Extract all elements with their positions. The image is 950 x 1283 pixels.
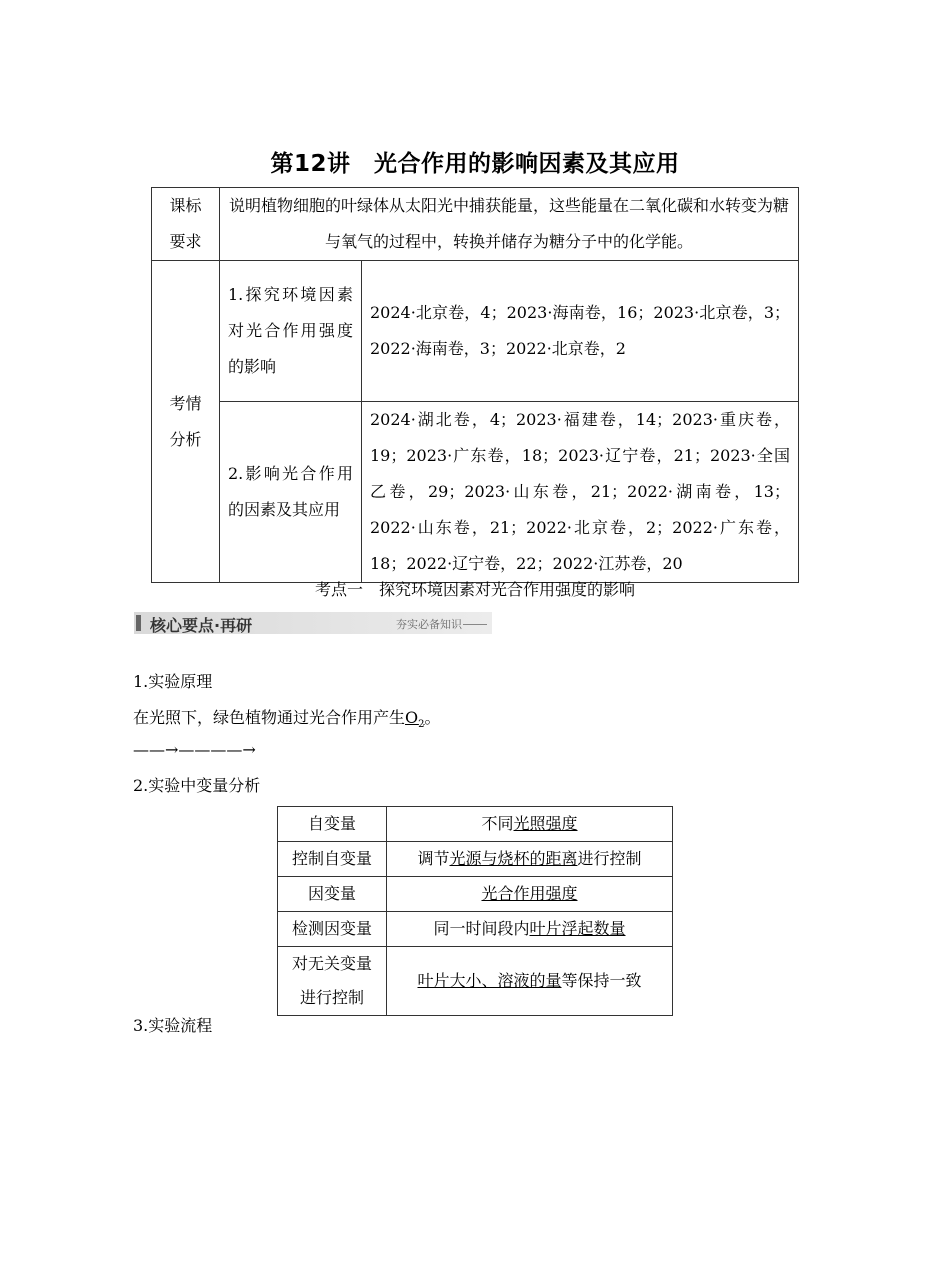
value-underlined: 光源与烧杯的距离 bbox=[449, 849, 578, 868]
curriculum-requirement-text: 说明植物细胞的叶绿体从太阳光中捕获能量，这些能量在二氧化碳和水转变为糖与氧气的过程中，转换并储存为糖分子中的化学能。 bbox=[220, 188, 799, 261]
value-underlined: 叶片大小、溶液的量 bbox=[417, 971, 562, 990]
topic-2: 2.影响光合作用的因素及其应用 bbox=[220, 402, 362, 583]
banner-line-decoration bbox=[463, 624, 487, 625]
principle-o2 bbox=[405, 708, 425, 731]
variable-label: 因变量 bbox=[278, 877, 387, 912]
section-1-heading: 1.实验原理 bbox=[133, 672, 213, 691]
value-underlined: 光合作用强度 bbox=[481, 884, 578, 903]
o2-main: O bbox=[405, 708, 419, 727]
table-row bbox=[278, 807, 673, 842]
variable-value bbox=[387, 912, 673, 947]
o2-subscript: 2 bbox=[418, 719, 425, 731]
table-row bbox=[278, 877, 673, 912]
curriculum-requirement-header-text: 课标要求 bbox=[169, 196, 202, 251]
banner-sub-text: 夯实必备知识 bbox=[396, 618, 462, 631]
principle-prefix: 在光照下，绿色植物通过光合作用产生 bbox=[133, 708, 406, 727]
value-suffix: 进行控制 bbox=[577, 849, 642, 868]
section-1-principle bbox=[133, 705, 441, 730]
topic-2-sources: 2024·湖北卷，4；2023·福建卷，14；2023·重庆卷，19；2023·广东卷，18；2023·辽宁卷，21；2023·全国乙卷，29；2023·山东卷，21；2022·湖南卷，13；2022·山东卷，21；2022·北京卷，2；2022·广东卷，18；2022·辽宁卷，22；2022·江苏卷，20 bbox=[362, 402, 799, 583]
principle-arrows: ——→————→ bbox=[133, 740, 256, 759]
variable-value bbox=[387, 947, 673, 1016]
value-suffix: 等保持一致 bbox=[561, 971, 642, 990]
principle-suffix: 。 bbox=[424, 708, 441, 727]
variable-value bbox=[387, 842, 673, 877]
exam-analysis-header bbox=[152, 261, 220, 583]
exam-analysis-header-text: 考情分析 bbox=[169, 393, 202, 449]
banner-bar-decoration bbox=[136, 615, 141, 631]
curriculum-table bbox=[151, 187, 799, 583]
page-title: 第12讲 光合作用的影响因素及其应用 bbox=[270, 151, 680, 177]
value-prefix: 同一时间段内 bbox=[433, 919, 530, 938]
curriculum-requirement-header bbox=[152, 188, 220, 261]
value-underlined: 光照强度 bbox=[513, 814, 578, 833]
variable-label bbox=[278, 947, 387, 1016]
variable-value bbox=[387, 807, 673, 842]
variable-label-text: 对无关变量进行控制 bbox=[292, 954, 373, 1007]
value-prefix: 不同 bbox=[481, 814, 514, 833]
variable-label: 检测因变量 bbox=[278, 912, 387, 947]
table-row bbox=[278, 842, 673, 877]
variable-table bbox=[277, 806, 673, 1016]
table-row bbox=[278, 947, 673, 1016]
variable-label: 控制自变量 bbox=[278, 842, 387, 877]
point-title: 考点一 探究环境因素对光合作用强度的影响 bbox=[314, 580, 635, 599]
variable-label: 自变量 bbox=[278, 807, 387, 842]
value-underlined: 叶片浮起数量 bbox=[529, 919, 626, 938]
table-row bbox=[278, 912, 673, 947]
banner-main-text: 核心要点·再研 bbox=[150, 616, 253, 635]
section-banner bbox=[134, 612, 492, 634]
section-3-heading: 3.实验流程 bbox=[133, 1016, 213, 1035]
variable-value bbox=[387, 877, 673, 912]
value-prefix: 调节 bbox=[417, 849, 450, 868]
topic-1-sources: 2024·北京卷，4；2023·海南卷，16；2023·北京卷，3；2022·海南卷，3；2022·北京卷，2 bbox=[362, 261, 799, 402]
section-2-heading: 2.实验中变量分析 bbox=[133, 776, 261, 795]
topic-1: 1.探究环境因素对光合作用强度的影响 bbox=[220, 261, 362, 402]
